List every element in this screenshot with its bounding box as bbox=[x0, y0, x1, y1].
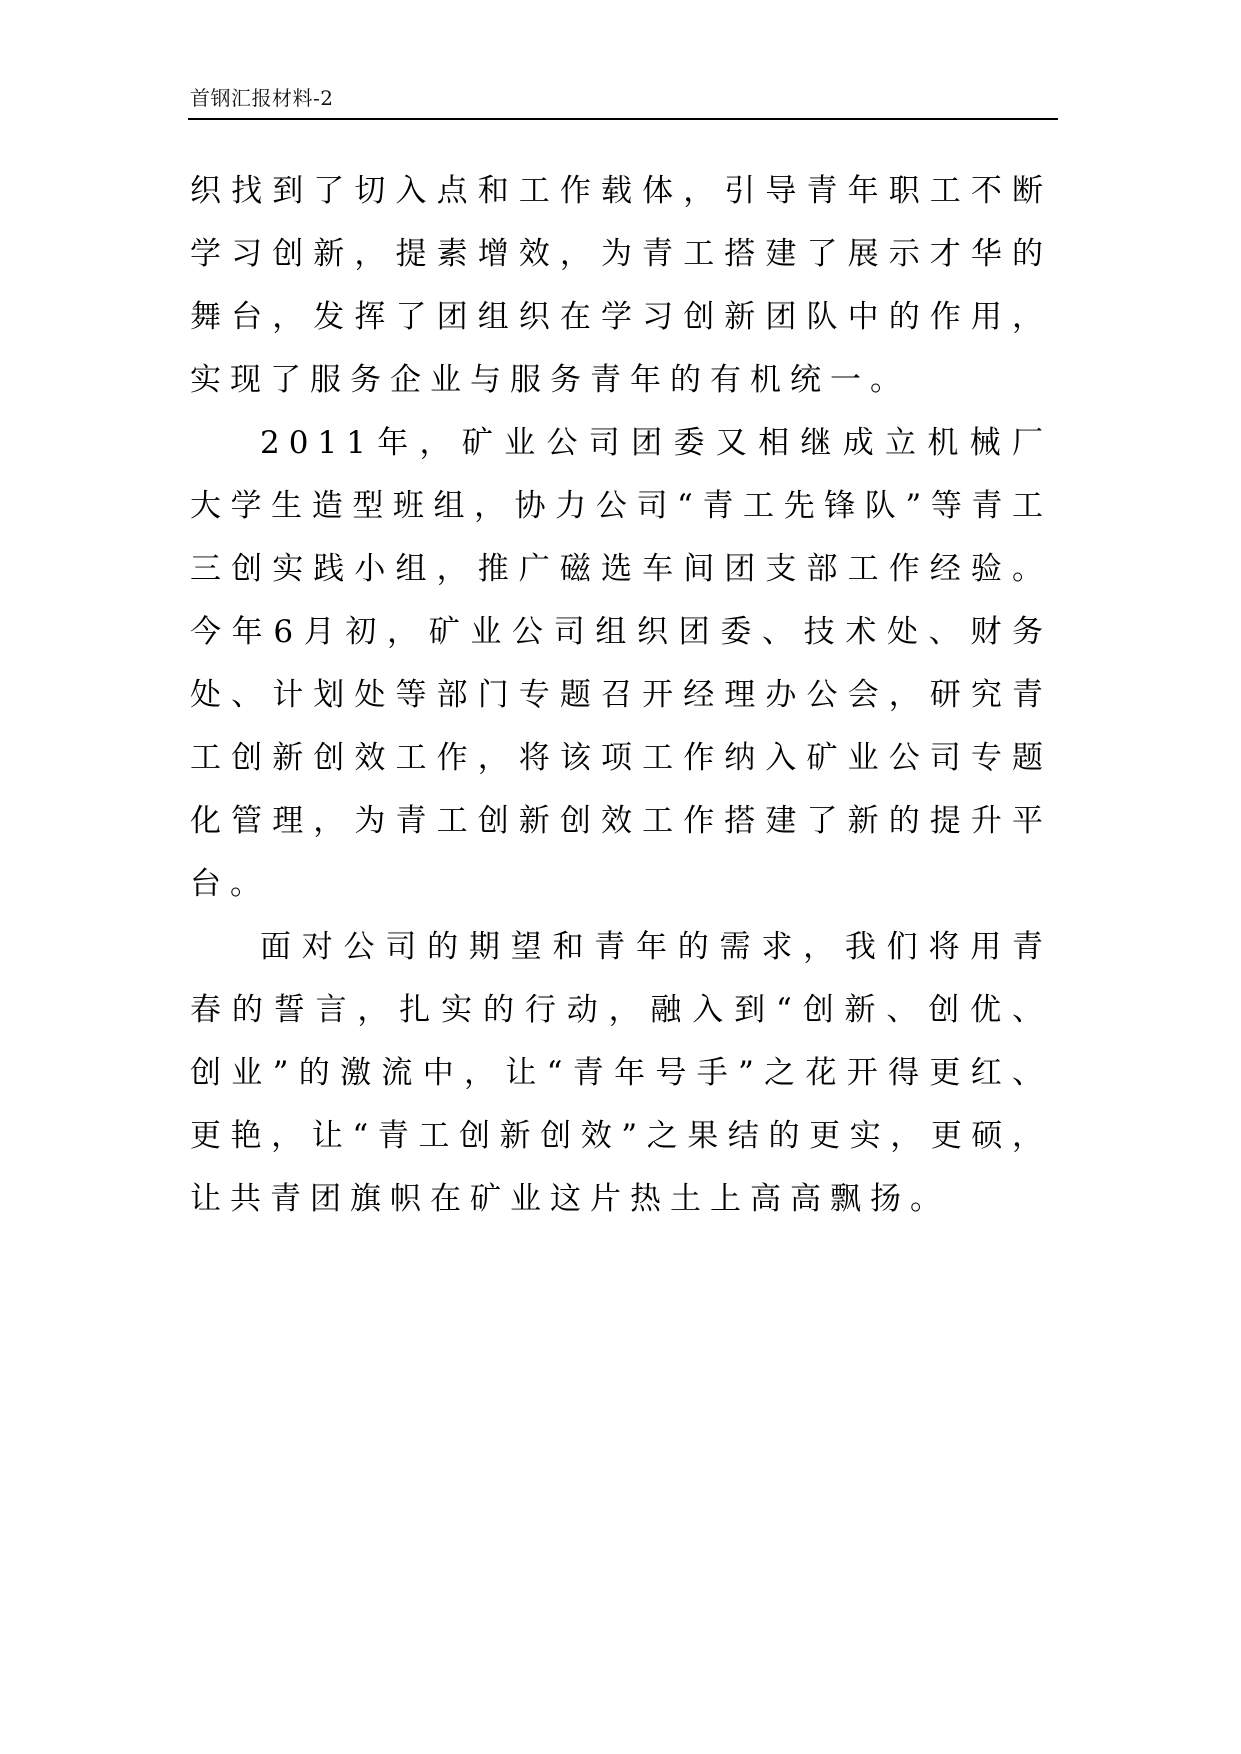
paragraph-continued: 织找到了切入点和工作载体，引导青年职工不断学习创新，提素增效，为青工搭建了展示才华的舞台，发挥了团组织在学习创新团队中的作用，实现了服务企业与服务青年的有机统一。 bbox=[190, 173, 1052, 398]
header-divider bbox=[188, 118, 1058, 120]
paragraph-2011-activities: 2011年，矿业公司团委又相继成立机械厂大学生造型班组，协力公司“青工先锋队”等青工三创实践小组，推广磁选车间团支部工作经验。今年6月初，矿业公司组织团委、技术处、财务处、计划处等部门专题召开经理办公会，研究青工创新创效工作，将该项工作纳入矿业公司专题化管理，为青工创新创效工作搭建了新的提升平台。 bbox=[190, 425, 1052, 902]
running-header: 首钢汇报材料-2 bbox=[190, 86, 334, 110]
paragraph-closing: 面对公司的期望和青年的需求，我们将用青春的誓言，扎实的行动，融入到“创新、创优、创业”的激流中，让“青年号手”之花开得更红、更艳，让“青工创新创效”之果结的更实，更硕，让共青团旗帜在矿业这片热土上高高飘扬。 bbox=[190, 929, 1052, 1217]
document-body bbox=[190, 160, 1052, 1231]
